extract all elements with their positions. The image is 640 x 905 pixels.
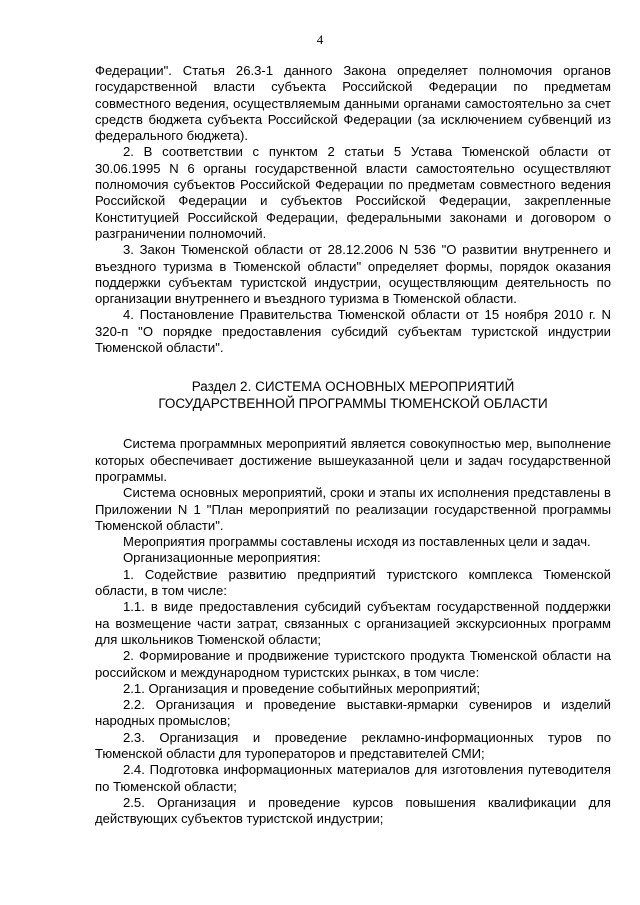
paragraph-system-main: Система основных мероприятий, сроки и этапы их исполнения представлены в Приложении N 1 "План мероприятий по реализации государственной программы Тюменской области". (95, 485, 611, 533)
section-heading-line1: Раздел 2. СИСТЕМА ОСНОВНЫХ МЕРОПРИЯТИЙ (191, 379, 515, 395)
list-item-1: 1. Содействие развитию предприятий туристского комплекса Тюменской области, в том числе: (95, 566, 611, 599)
list-item-2-2: 2.2. Организация и проведение выставки-ярмарки сувениров и изделий народных промыслов; (95, 697, 611, 729)
page-number: 4 (316, 32, 324, 47)
section-heading (95, 378, 611, 412)
paragraph-system: Система программных мероприятий является совокупностью мер, выполнение которых обеспечивает достижение вышеуказанной цели и задач государственной программы. (95, 436, 611, 484)
list-item-2-1: 2.1. Организация и проведение событийных мероприятий; (123, 680, 481, 696)
paragraph-measures: Мероприятия программы составлены исходя из поставленных цели и задач. (123, 534, 591, 550)
paragraph-continuation: Федерации". Статья 26.3-1 данного Закона определяет полномочия органов государственной власти субъекта Российской Федерации по предметам совместного ведения, осуществляемым данными органами самостоятельно за счет средств бюджета субъекта Российской Федерации (за исключением субвенций из федерального бюджета). (95, 63, 611, 144)
list-item-2: 2. Формирование и продвижение туристского продукта Тюменской области на российском и международном туристских рынках, в том числе: (95, 648, 611, 680)
list-item-2-4: 2.4. Подготовка информационных материалов для изготовления путеводителя по Тюменской области; (95, 762, 611, 794)
section-heading-line2: ГОСУДАРСТВЕННОЙ ПРОГРАММЫ ТЮМЕНСКОЙ ОБЛАСТИ (158, 396, 548, 412)
paragraph-item-4: 4. Постановление Правительства Тюменской области от 15 ноября 2010 г. N 320-п "О порядке предоставления субсидий субъектам туристской индустрии Тюменской области". (95, 307, 611, 356)
paragraph-item-3: 3. Закон Тюменской области от 28.12.2006 N 536 "О развитии внутреннего и въездного туризма в Тюменской области" определяет формы, порядок оказания поддержки субъектам туристской индустрии, осуществляющим деятельность по организации внутреннего и въездного туризма в Тюменской области. (95, 242, 611, 307)
paragraph-org-measures: Организационные мероприятия: (123, 550, 321, 566)
list-item-2-5: 2.5. Организация и проведение курсов повышения квалификации для действующих субъектов туристской индустрии; (95, 794, 611, 827)
list-item-1-1: 1.1. в виде предоставления субсидий субъектам государственной поддержки на возмещение части затрат, связанных с организацией экскурсионных программ для школьников Тюменской области; (95, 599, 611, 647)
list-item-2-3: 2.3. Организация и проведение рекламно-информационных туров по Тюменской области для туроператоров и представителей СМИ; (95, 729, 611, 761)
document-body (95, 63, 611, 827)
paragraph-item-2: 2. В соответствии с пунктом 2 статьи 5 Устава Тюменской области от 30.06.1995 N 6 органы государственной власти самостоятельно осуществляют полномочия субъектов Российской Федерации по предметам совместного ведения Российской Федерации и субъектов Российской Федерации, закрепленные Конституцией Российской Федерации, федеральными законами и договором о разграничении полномочий. (95, 144, 611, 241)
